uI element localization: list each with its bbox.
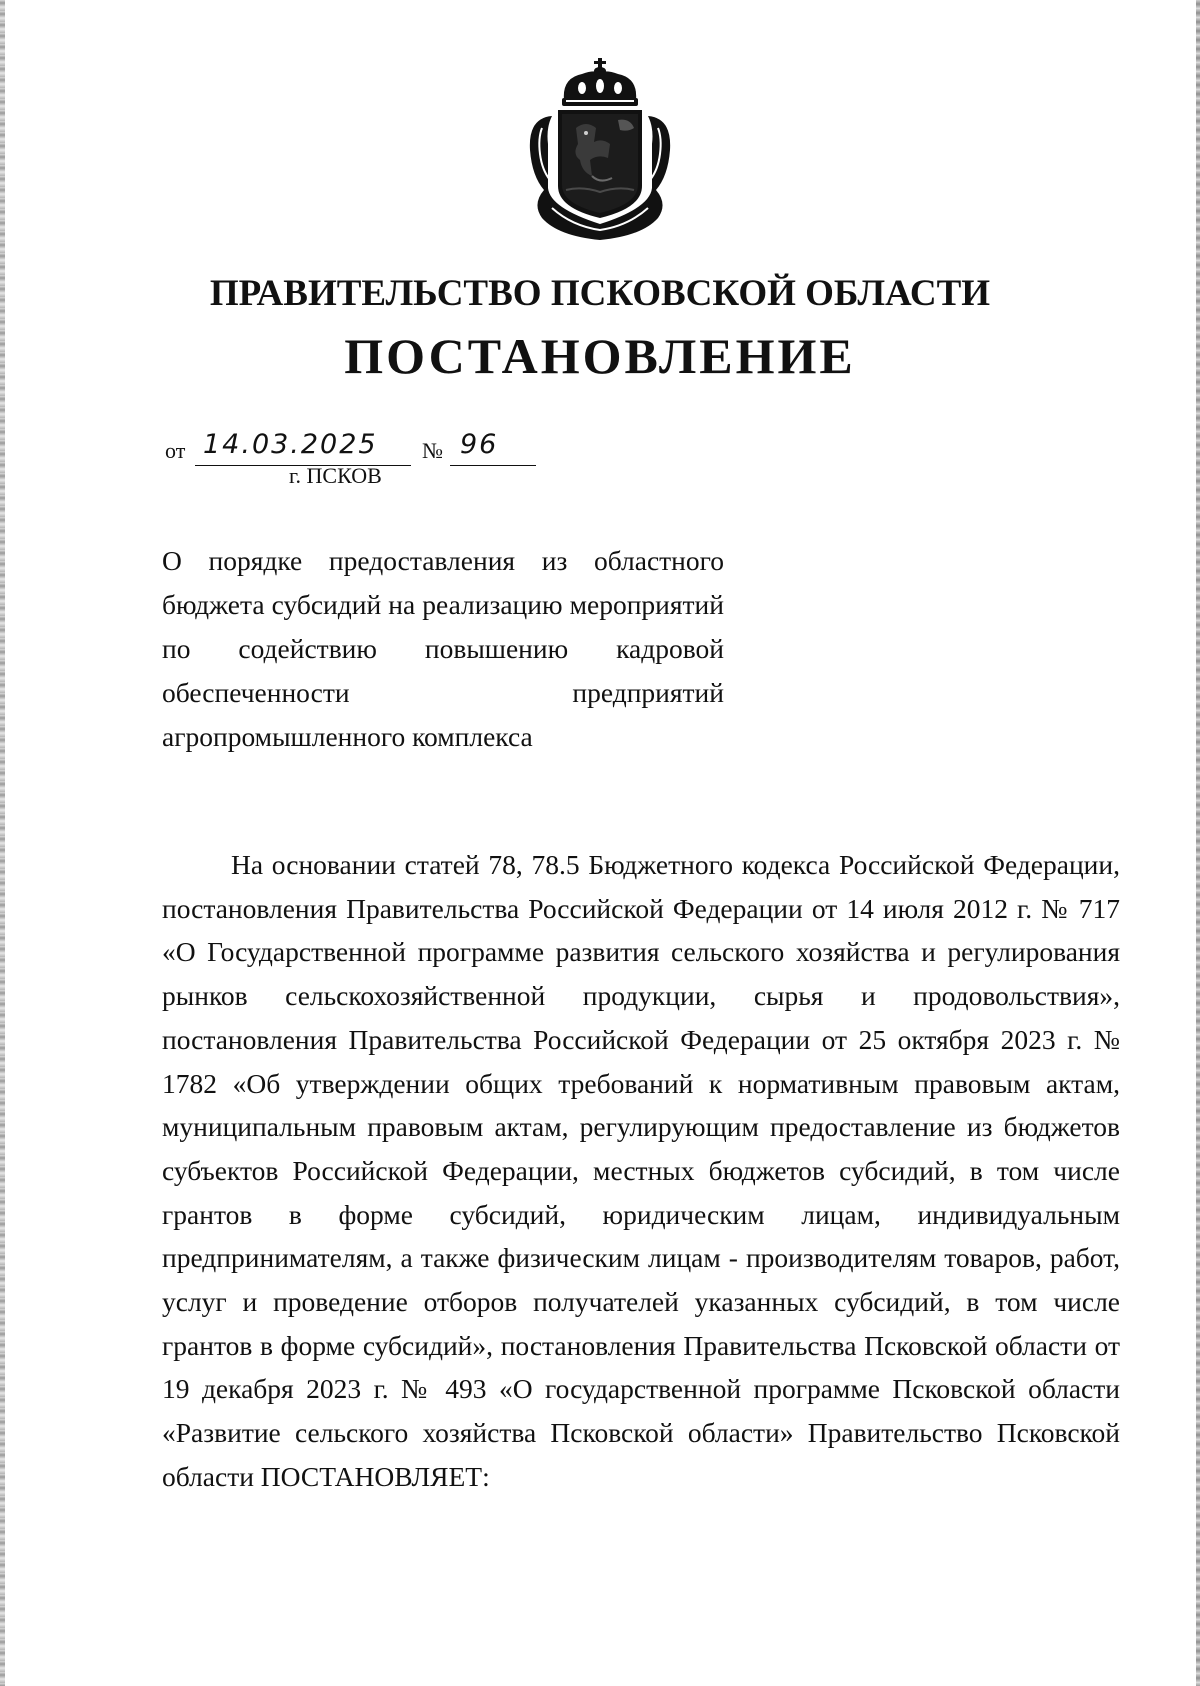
document-subject: О порядке предоставления из областного бюджета субсидий на реализацию мероприятий по содействию повышению кадровой обеспеченности предприятий агропромышленного комплекса: [162, 545, 724, 752]
handwritten-date: 14.03.2025: [203, 429, 378, 460]
preamble-paragraph: На основании статей 78, 78.5 Бюджетного кодекса Российской Федерации, постановления Правительства Российской Федерации от 14 июля 2012 г. № 717 «О Государственной программе развития сельского хозяйства и регулирования рынков сельскохозяйственной продукции, сырья и продовольствия», постановления Правительства Российской Федерации от 25 октября 2023 г. № 1782 «Об утверждении общих требований к нормативным правовым актам, муниципальным правовым актам, регулирующим предоставление из бюджетов субъектов Российской Федерации, местных бюджетов субсидий, в том числе грантов в форме субсидий, юридическим лицам, индивидуальным предпринимателям, а также физическим лицам - производителям товаров, работ, услуг и проведение отборов получателей указанных субсидий, в том числе грантов в форме субсидий», постановления Правительства Псковской области от 19 декабря 2023 г. № 493 «О государственной программе Псковской области «Развитие сельского хозяйства Псковской области» Правительство Псковской области ПОСТАНОВЛЯЕТ:: [162, 849, 1120, 1492]
number-label: №: [422, 438, 443, 463]
scan-edge-left: [0, 0, 5, 1686]
date-label: от: [165, 438, 186, 463]
scan-edge-right: [1196, 0, 1200, 1686]
document-type-title: ПОСТАНОВЛЕНИЕ: [344, 328, 856, 384]
organization-title: ПРАВИТЕЛЬСТВО ПСКОВСКОЙ ОБЛАСТИ: [209, 273, 991, 314]
coat-of-arms-icon: [522, 58, 678, 243]
handwritten-number: 96: [460, 429, 499, 460]
city-label: г. ПСКОВ: [289, 463, 382, 488]
number-field: [450, 429, 536, 466]
